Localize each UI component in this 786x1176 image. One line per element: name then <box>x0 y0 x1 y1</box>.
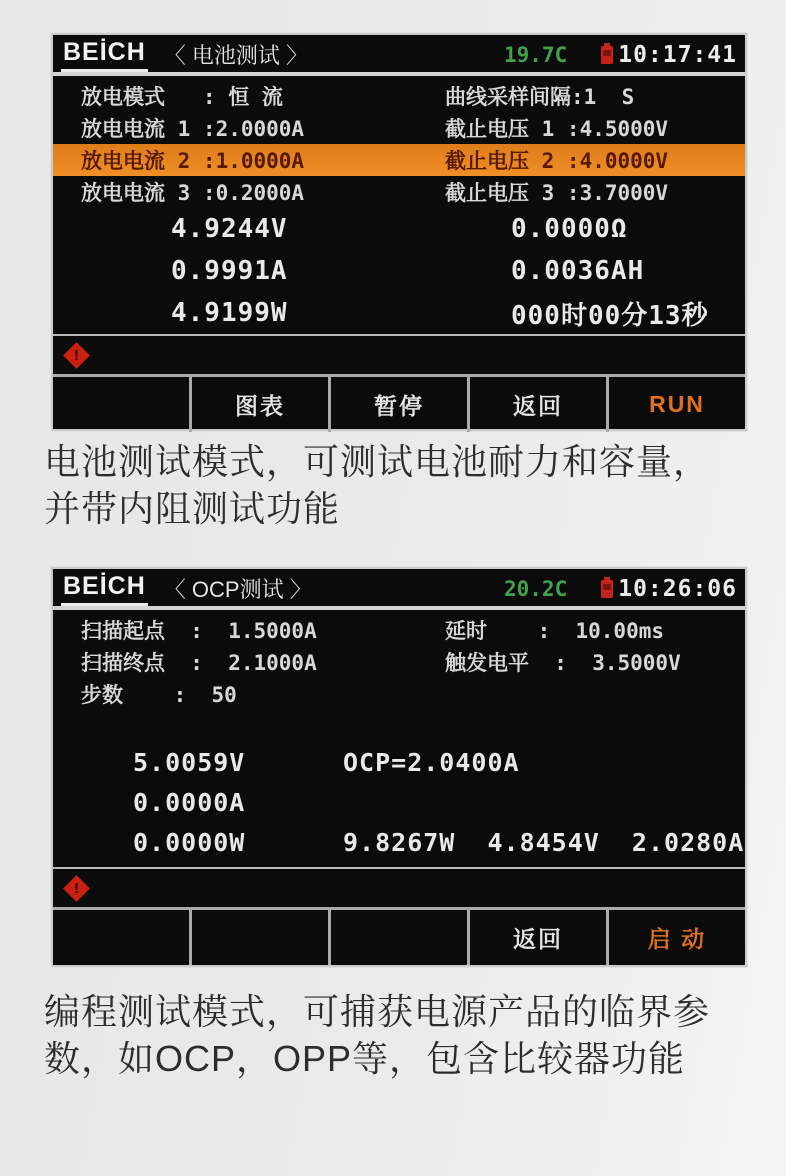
measurement-row <box>53 742 745 782</box>
power-readout: 0.0000W <box>133 827 246 857</box>
softkey-bar <box>53 907 745 965</box>
param-right: 曲线采样间隔:1 S <box>445 85 635 109</box>
param-row <box>53 80 745 112</box>
softkey-pause[interactable]: 暂停 <box>328 377 467 432</box>
battery-test-caption <box>44 438 756 532</box>
battery-test-screen <box>51 33 747 431</box>
battery-icon <box>601 580 613 598</box>
capacity-readout: 0.0036AH <box>511 256 645 286</box>
caption-line: 编程测试模式，可捕获电源产品的临界参 <box>44 991 711 1032</box>
param-right: 截止电压 2 :4.0000V <box>445 149 669 173</box>
status-bar <box>53 334 745 374</box>
softkey-blank[interactable] <box>53 910 189 965</box>
param-row <box>53 176 745 208</box>
current-readout: 0.9991A <box>171 256 288 286</box>
clock: 10:17:41 <box>618 41 737 68</box>
param-left: 步数 : 50 <box>81 683 237 707</box>
lcd-header <box>53 35 745 76</box>
param-left: 扫描起点 : 1.5000A <box>81 619 317 643</box>
softkey-back[interactable]: 返回 <box>467 910 606 965</box>
param-left: 放电电流 2 :1.0000A <box>81 149 305 173</box>
resistance-readout: 0.0000Ω <box>511 214 628 244</box>
elapsed-time-readout: 000时00分13秒 <box>511 300 709 331</box>
temperature-readout: 20.2C <box>504 576 568 601</box>
measurement-area <box>53 208 745 334</box>
measurement-row <box>53 208 745 250</box>
measurement-area <box>53 710 745 867</box>
param-left: 放电模式 : 恒 流 <box>81 85 283 109</box>
alert-diamond-icon: ! <box>63 875 90 902</box>
trip-values-readout: 9.8267W 4.8454V 2.0280A <box>343 827 745 857</box>
measurement-row <box>53 250 745 292</box>
param-row-selected[interactable] <box>53 144 745 176</box>
brand-logo: BEİCH <box>61 572 148 606</box>
brand-logo: BEİCH <box>61 38 148 72</box>
alert-diamond-icon: ! <box>63 342 90 369</box>
param-row <box>53 112 745 144</box>
ocp-test-screen <box>51 567 747 967</box>
param-row <box>53 614 745 646</box>
lcd-header <box>53 569 745 610</box>
parameter-list <box>53 76 745 208</box>
status-bar <box>53 867 745 907</box>
param-right: 截止电压 1 :4.5000V <box>445 117 669 141</box>
param-left: 放电电流 3 :0.2000A <box>81 181 305 205</box>
softkey-blank[interactable] <box>53 377 189 432</box>
caption-line: 并带内阻测试功能 <box>44 488 341 529</box>
battery-icon <box>601 46 613 64</box>
param-left: 扫描终点 : 2.1000A <box>81 651 317 675</box>
softkey-blank[interactable] <box>328 910 467 965</box>
clock: 10:26:06 <box>618 575 737 602</box>
temperature-readout: 19.7C <box>504 42 568 67</box>
caption-line: 电池测试模式，可测试电池耐力和容量， <box>44 441 711 482</box>
softkey-bar <box>53 374 745 432</box>
softkey-blank[interactable] <box>189 910 328 965</box>
measurement-row <box>53 782 745 822</box>
voltage-readout: 4.9244V <box>171 214 288 244</box>
measurement-row <box>53 292 745 334</box>
softkey-run[interactable]: RUN <box>606 377 745 432</box>
param-right: 延时 : 10.00ms <box>445 619 665 643</box>
current-readout: 0.0000A <box>133 787 246 817</box>
param-row <box>53 678 745 710</box>
ocp-test-caption <box>44 988 756 1082</box>
voltage-readout: 5.0059V <box>133 747 246 777</box>
softkey-start[interactable]: 启 动 <box>606 910 745 965</box>
parameter-list <box>53 610 745 710</box>
power-readout: 4.9199W <box>171 298 288 328</box>
param-right: 截止电压 3 :3.7000V <box>445 181 669 205</box>
caption-line: 数，如OCP，OPP等，包含比较器功能 <box>44 1038 686 1079</box>
param-left: 放电电流 1 :2.0000A <box>81 117 305 141</box>
softkey-back[interactable]: 返回 <box>467 377 606 432</box>
softkey-chart[interactable]: 图表 <box>189 377 328 432</box>
param-right: 触发电平 : 3.5000V <box>445 651 681 675</box>
param-row <box>53 646 745 678</box>
measurement-row <box>53 822 745 862</box>
ocp-result-readout: OCP=2.0400A <box>343 747 520 777</box>
page-title: 〈 电池测试 〉 <box>163 43 309 68</box>
page-title: 〈 OCP测试 〉 <box>163 577 312 602</box>
